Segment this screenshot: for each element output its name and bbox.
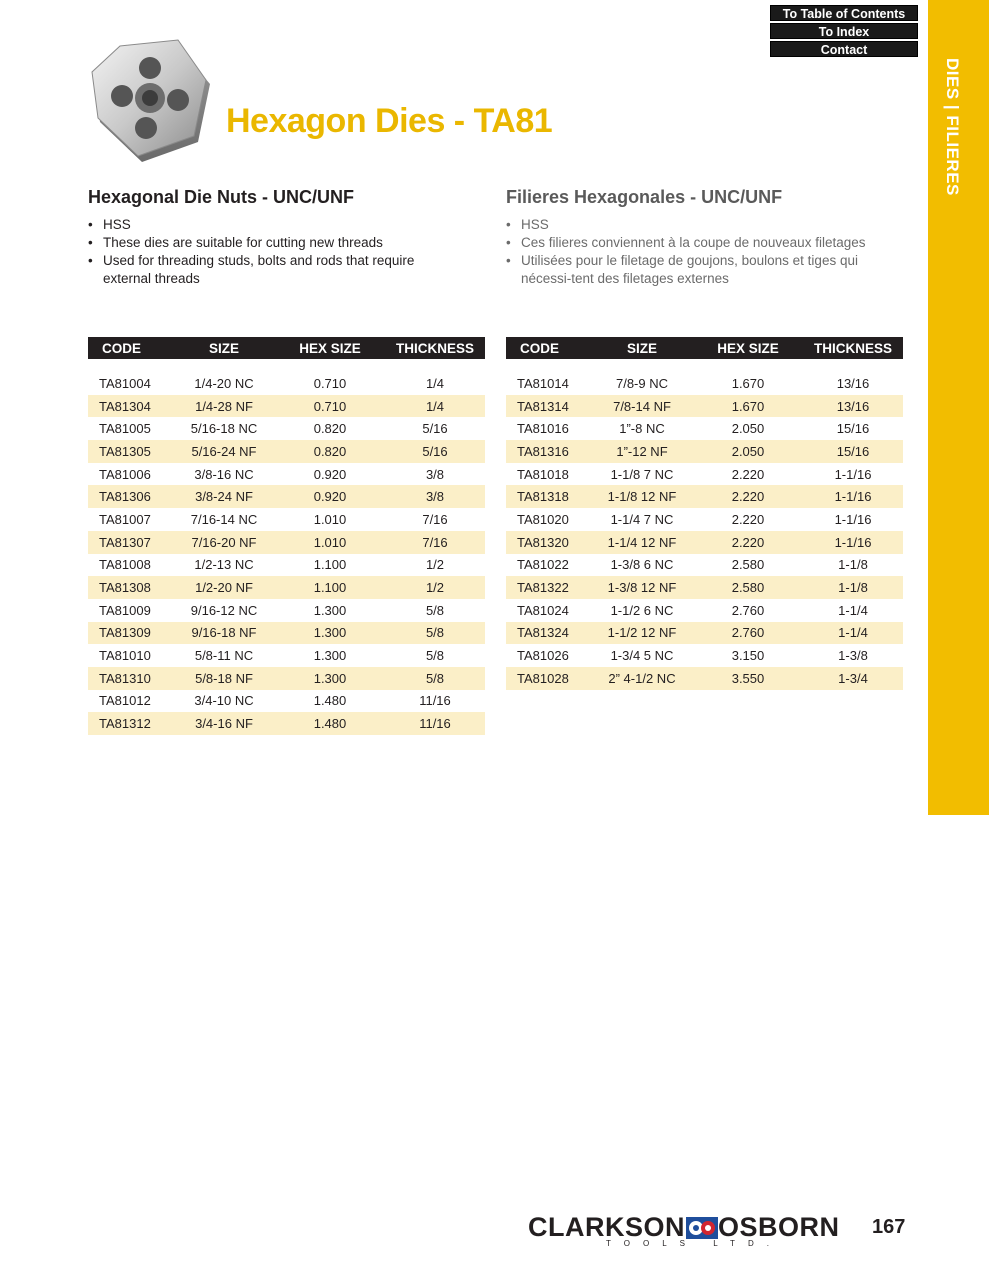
cell-hex-size: 2.220	[731, 466, 765, 482]
table-row	[88, 395, 485, 418]
table-of-contents-link[interactable]: To Table of Contents	[770, 5, 918, 21]
table-row	[88, 712, 485, 735]
cell-code: TA81018	[517, 466, 569, 482]
cell-code: TA81022	[517, 557, 569, 573]
cell-thickness: 7/16	[385, 531, 485, 554]
cell-size: 1-1/8 7 NC	[610, 466, 674, 482]
french-bullet: • Ces filieres conviennent à la coupe de nouveaux filetages	[506, 234, 906, 252]
cell-hex-size: 1.480	[275, 712, 385, 735]
cell-code: TA81320	[506, 531, 591, 554]
cell-thickness: 11/16	[419, 693, 451, 709]
cell-hex-size: 1.100	[313, 557, 347, 573]
cell-code: TA81008	[99, 557, 151, 573]
cell-size: 1/4-28 NF	[173, 395, 275, 418]
cell-code: TA81004	[99, 375, 151, 391]
english-heading: Hexagonal Die Nuts - UNC/UNF	[88, 187, 355, 207]
cell-code: TA81312	[88, 712, 173, 735]
cell-thickness: 5/8	[385, 667, 485, 690]
top-navigation	[770, 5, 918, 59]
cell-code: TA81005	[99, 421, 151, 437]
cell-code: TA81310	[88, 667, 173, 690]
table-row	[506, 463, 903, 486]
cell-hex-size: 0.710	[275, 395, 385, 418]
cell-hex-size: 2.220	[693, 485, 803, 508]
cell-size: 5/16-24 NF	[173, 440, 275, 463]
french-bullet-list	[506, 216, 906, 288]
cell-code: TA81014	[517, 375, 569, 391]
cell-code: TA81314	[506, 395, 591, 418]
cell-hex-size: 1.100	[275, 576, 385, 599]
cell-hex-size: 0.820	[313, 421, 347, 437]
cell-size: 1/4-20 NC	[194, 375, 254, 391]
cell-thickness: 3/8	[425, 466, 445, 482]
spacer-cell	[506, 359, 903, 372]
table-row	[506, 531, 903, 554]
table-spacer	[506, 359, 903, 372]
table-row	[506, 395, 903, 418]
logo-brand-right: OSBORN	[718, 1212, 840, 1242]
cell-size: 9/16-12 NC	[190, 602, 258, 618]
cell-hex-size: 2.050	[693, 440, 803, 463]
cell-thickness: 13/16	[836, 375, 870, 391]
cell-thickness: 1-1/8	[803, 576, 903, 599]
french-bullet: • HSS	[506, 216, 906, 234]
dies-table-right	[506, 337, 903, 690]
cell-hex-size: 1.670	[693, 395, 803, 418]
cell-thickness: 1-1/4	[803, 622, 903, 645]
table-row	[506, 622, 903, 645]
cell-size: 1-1/2 6 NC	[610, 602, 674, 618]
cell-thickness: 1/4	[385, 395, 485, 418]
cell-thickness: 5/8	[425, 648, 445, 664]
cell-size: 7/16-20 NF	[173, 531, 275, 554]
clarkson-osborn-logo	[528, 1212, 848, 1252]
table-row	[506, 554, 903, 577]
cell-hex-size: 2.580	[731, 557, 765, 573]
table-header-row	[506, 337, 903, 359]
column-header-size: SIZE	[591, 337, 693, 359]
cell-code: TA81305	[88, 440, 173, 463]
hexagon-die-image	[80, 38, 220, 178]
cell-size: 1”-8 NC	[619, 421, 665, 437]
cell-thickness: 1/2	[425, 557, 445, 573]
table-row	[506, 417, 903, 440]
table-row	[88, 690, 485, 713]
cell-size: 1/2-20 NF	[173, 576, 275, 599]
cell-thickness: 1-1/16	[803, 531, 903, 554]
english-bullet: • HSS	[88, 216, 428, 234]
cell-thickness: 5/16	[385, 440, 485, 463]
french-bullet: • Utilisées pour le filetage de goujons, boulons et tiges qui nécessi-tent des filetages externes	[506, 252, 906, 288]
spacer-cell	[88, 359, 485, 372]
table-header-row	[88, 337, 485, 359]
cell-hex-size: 0.920	[275, 485, 385, 508]
cell-hex-size: 0.820	[275, 440, 385, 463]
cell-size: 5/16-18 NC	[190, 421, 258, 437]
cell-hex-size: 2.220	[693, 531, 803, 554]
cell-size: 5/8-11 NC	[194, 648, 254, 664]
table-row	[88, 644, 485, 667]
cell-code: TA81012	[99, 693, 151, 709]
cell-hex-size: 1.300	[313, 602, 347, 618]
cell-thickness: 1-1/16	[803, 485, 903, 508]
cell-thickness: 1-1/4	[838, 602, 868, 618]
brand-emblem-icon	[686, 1217, 718, 1239]
cell-code: TA81007	[99, 511, 151, 527]
cell-hex-size: 1.010	[313, 511, 347, 527]
cell-hex-size: 1.300	[313, 648, 347, 664]
table-body	[506, 359, 903, 690]
cell-thickness: 1-3/8	[838, 648, 868, 664]
cell-thickness: 1-1/16	[834, 511, 872, 527]
cell-hex-size: 1.300	[275, 667, 385, 690]
table-row	[506, 372, 903, 395]
table-row	[88, 576, 485, 599]
table-row	[88, 463, 485, 486]
cell-hex-size: 0.920	[313, 466, 347, 482]
table-row	[506, 485, 903, 508]
cell-code: TA81028	[506, 667, 591, 690]
contact-link[interactable]: Contact	[770, 41, 918, 57]
table-row	[88, 417, 485, 440]
cell-thickness: 7/16	[422, 511, 448, 527]
cell-size: 1-3/4 5 NC	[610, 648, 674, 664]
cell-code: TA81308	[88, 576, 173, 599]
cell-thickness: 1-1/16	[834, 466, 872, 482]
cell-hex-size: 1.010	[275, 531, 385, 554]
cell-size: 2” 4-1/2 NC	[591, 667, 693, 690]
cell-code: TA81026	[517, 648, 569, 664]
cell-thickness: 13/16	[803, 395, 903, 418]
cell-code: TA81020	[517, 511, 569, 527]
english-bullet: • Used for threading studs, bolts and rods that require external threads	[88, 252, 428, 288]
cell-thickness: 1/4	[425, 375, 445, 391]
cell-code: TA81322	[506, 576, 591, 599]
cell-size: 3/4-16 NF	[173, 712, 275, 735]
column-header-thickness: THICKNESS	[385, 337, 485, 359]
cell-thickness: 11/16	[385, 712, 485, 735]
table-row	[88, 622, 485, 645]
cell-hex-size: 2.220	[731, 511, 765, 527]
cell-thickness: 1-3/4	[803, 667, 903, 690]
french-heading: Filieres Hexagonales - UNC/UNF	[506, 187, 783, 207]
cell-code: TA81304	[88, 395, 173, 418]
cell-thickness: 5/8	[385, 622, 485, 645]
cell-size: 3/8-16 NC	[194, 466, 254, 482]
cell-size: 7/8-9 NC	[615, 375, 669, 391]
cell-size: 1-3/8 12 NF	[591, 576, 693, 599]
cell-code: TA81324	[506, 622, 591, 645]
cell-hex-size: 0.710	[313, 375, 347, 391]
cell-thickness: 5/16	[422, 421, 448, 437]
cell-size: 7/8-14 NF	[591, 395, 693, 418]
cell-size: 1”-12 NF	[591, 440, 693, 463]
cell-thickness: 1-1/8	[838, 557, 868, 573]
cell-hex-size: 1.670	[731, 375, 765, 391]
cell-code: TA81024	[517, 602, 569, 618]
cell-size: 5/8-18 NF	[173, 667, 275, 690]
cell-size: 1-1/8 12 NF	[591, 485, 693, 508]
cell-hex-size: 2.760	[731, 602, 765, 618]
table-row	[88, 440, 485, 463]
cell-size: 1/2-13 NC	[194, 557, 254, 573]
cell-thickness: 15/16	[803, 440, 903, 463]
cell-size: 1-1/4 12 NF	[591, 531, 693, 554]
cell-size: 3/8-24 NF	[173, 485, 275, 508]
cell-code: TA81010	[99, 648, 151, 664]
cell-size: 7/16-14 NC	[190, 511, 258, 527]
column-header-hex-size: HEX SIZE	[693, 337, 803, 359]
cell-size: 1-3/8 6 NC	[610, 557, 674, 573]
cell-hex-size: 2.580	[693, 576, 803, 599]
cell-code: TA81006	[99, 466, 151, 482]
cell-size: 3/4-10 NC	[194, 693, 254, 709]
table-row	[88, 667, 485, 690]
column-header-code: CODE	[506, 337, 591, 359]
cell-code: TA81307	[88, 531, 173, 554]
table-body	[88, 359, 485, 735]
cell-code: TA81316	[506, 440, 591, 463]
table-row	[506, 667, 903, 690]
table-row	[506, 576, 903, 599]
table-row	[506, 440, 903, 463]
cell-hex-size: 2.050	[731, 421, 765, 437]
index-link[interactable]: To Index	[770, 23, 918, 39]
column-header-code: CODE	[88, 337, 173, 359]
cell-hex-size: 2.760	[693, 622, 803, 645]
table-spacer	[88, 359, 485, 372]
column-header-hex-size: HEX SIZE	[275, 337, 385, 359]
cell-thickness: 1/2	[385, 576, 485, 599]
table-row	[88, 372, 485, 395]
dies-table-left	[88, 337, 485, 735]
cell-hex-size: 1.480	[313, 693, 347, 709]
cell-size: 9/16-18 NF	[173, 622, 275, 645]
cell-thickness: 5/8	[425, 602, 445, 618]
cell-hex-size: 3.550	[693, 667, 803, 690]
table-row	[88, 554, 485, 577]
cell-code: TA81009	[99, 602, 151, 618]
table-row	[88, 531, 485, 554]
cell-code: TA81016	[517, 421, 569, 437]
table-row	[88, 508, 485, 531]
cell-size: 1-1/4 7 NC	[610, 511, 674, 527]
cell-thickness: 15/16	[836, 421, 870, 437]
side-tab-label: DIES | FILIERES	[943, 58, 962, 196]
english-bullet: • These dies are suitable for cutting new threads	[88, 234, 428, 252]
column-header-thickness: THICKNESS	[803, 337, 903, 359]
cell-thickness: 3/8	[385, 485, 485, 508]
english-bullet-list	[88, 216, 428, 288]
cell-hex-size: 3.150	[731, 648, 765, 664]
cell-code: TA81309	[88, 622, 173, 645]
table-row	[88, 599, 485, 622]
column-header-size: SIZE	[173, 337, 275, 359]
cell-code: TA81306	[88, 485, 173, 508]
table-row	[506, 599, 903, 622]
table-row	[88, 485, 485, 508]
page-title: Hexagon Dies - TA81	[226, 102, 553, 140]
logo-brand-left: CLARKSON	[528, 1212, 685, 1242]
table-row	[506, 644, 903, 667]
cell-size: 1-1/2 12 NF	[591, 622, 693, 645]
logo-subtitle: TOOLS LTD.	[606, 1239, 782, 1248]
table-row	[506, 508, 903, 531]
page-number: 167	[872, 1216, 906, 1238]
cell-code: TA81318	[506, 485, 591, 508]
cell-hex-size: 1.300	[275, 622, 385, 645]
